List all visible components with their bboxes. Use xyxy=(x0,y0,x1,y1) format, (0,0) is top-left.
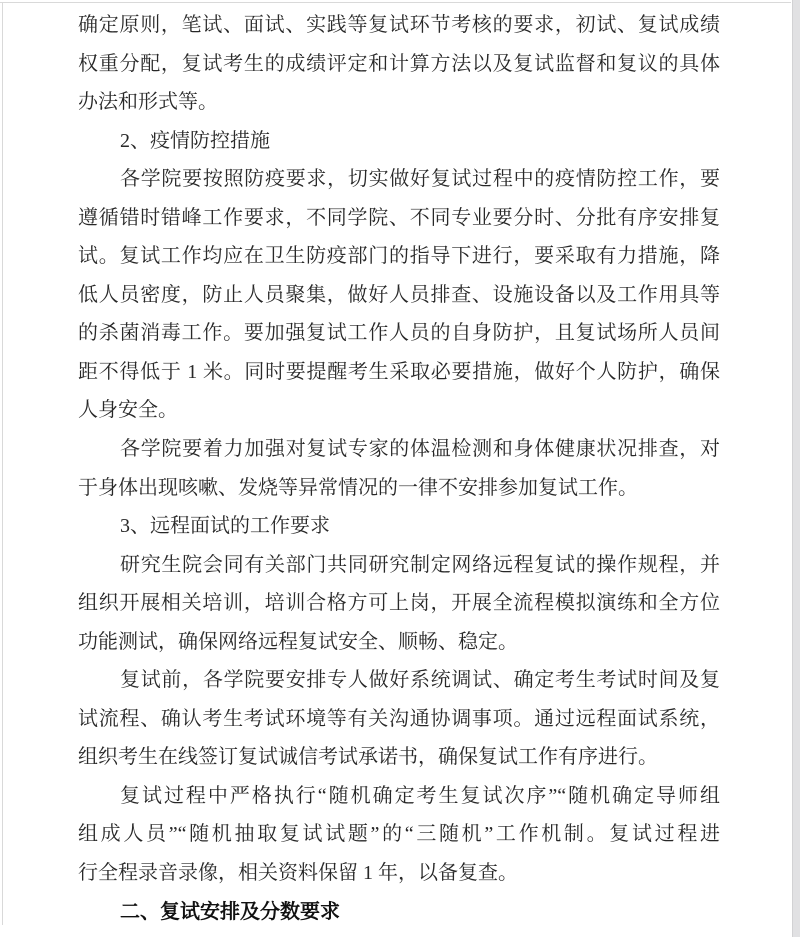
heading-line: 二、复试安排及分数要求 xyxy=(120,900,340,923)
subheading-line: 2、疫情防控措施 xyxy=(120,129,270,152)
text-line: 行全程录音录像，相关资料保留 1 年，以备复查。 xyxy=(78,862,518,885)
text-line: 人身安全。 xyxy=(78,399,178,422)
text-line: 各学院要按照防疫要求，切实做好复试过程中的疫情防控工作，要 xyxy=(120,168,720,191)
text-line: 试。复试工作均应在卫生防疫部门的指导下进行，要采取有力措施，降 xyxy=(78,245,720,268)
text-line: 于身体出现咳嗽、发烧等异常情况的一律不安排参加复试工作。 xyxy=(78,476,638,499)
text-line: 各学院要着力加强对复试专家的体温检测和身体健康状况排查，对 xyxy=(120,438,720,461)
text-line: 组成人员”“随机抽取复试试题”的“三随机”工作机制。复试过程进 xyxy=(78,823,720,846)
text-line: 组织开展相关培训，培训合格方可上岗，开展全流程模拟演练和全方位 xyxy=(78,592,720,615)
text-line: 复试前，各学院要安排专人做好系统调试、确定考生考试时间及复 xyxy=(120,669,720,692)
text-line: 试流程、确认考生考试环境等有关沟通协调事项。通过远程面试系统， xyxy=(78,707,720,730)
page-top-border xyxy=(0,2,791,3)
text-line: 距不得低于 1 米。同时要提醒考生采取必要措施，做好个人防护，确保 xyxy=(78,360,720,383)
page-edge-strip xyxy=(792,0,800,937)
text-line: 组织考生在线签订复试诚信考试承诺书，确保复试工作有序进行。 xyxy=(78,746,658,769)
text-line: 权重分配，复试考生的成绩评定和计算方法以及复试监督和复议的具体 xyxy=(78,52,720,75)
subheading-line: 3、远程面试的工作要求 xyxy=(120,515,330,538)
text-line: 的杀菌消毒工作。要加强复试工作人员的自身防护，且复试场所人员间 xyxy=(78,322,720,345)
document-body xyxy=(78,6,720,931)
text-line: 研究生院会同有关部门共同研究制定网络远程复试的操作规程，并 xyxy=(120,553,720,576)
page-left-border xyxy=(2,2,3,925)
text-line: 复试过程中严格执行“随机确定考生复试次序”“随机确定导师组 xyxy=(120,784,720,807)
text-line: 低人员密度，防止人员聚集，做好人员排查、设施设备以及工作用具等 xyxy=(78,283,720,306)
text-line: 确定原则，笔试、面试、实践等复试环节考核的要求，初试、复试成绩 xyxy=(78,14,720,36)
text-line: 办法和形式等。 xyxy=(78,91,218,114)
text-line: 功能测试，确保网络远程复试安全、顺畅、稳定。 xyxy=(78,630,518,653)
text-line: 遵循错时错峰工作要求，不同学院、不同专业要分时、分批有序安排复 xyxy=(78,206,720,229)
